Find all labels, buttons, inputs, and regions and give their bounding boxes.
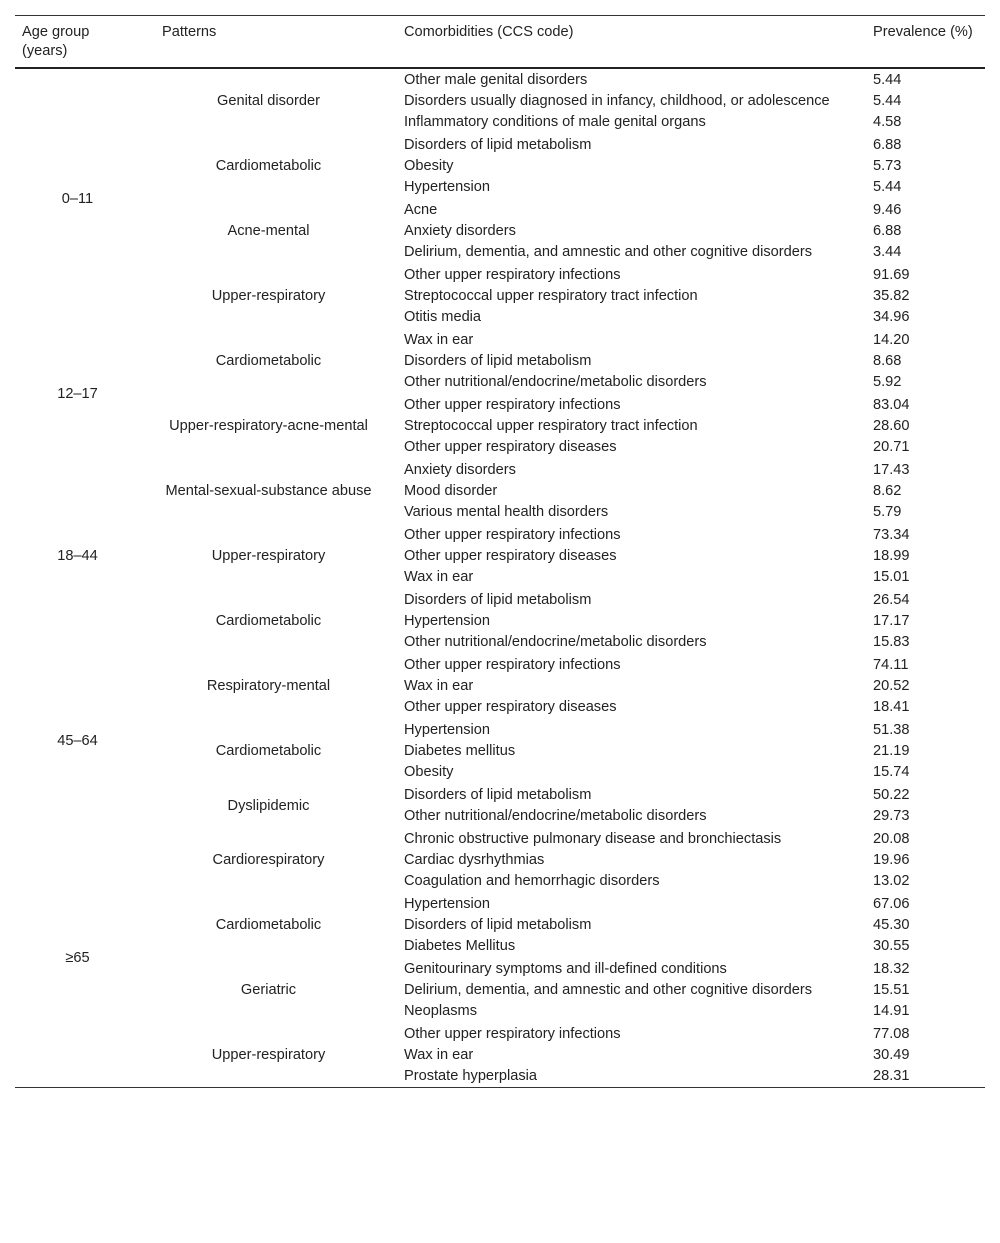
prevalence-cell: 67.06 (873, 896, 910, 912)
prevalence-cell: 8.62 (873, 483, 902, 499)
comorbidity-cell: Wax in ear (404, 1047, 474, 1063)
prevalence-cell: 5.73 (873, 158, 902, 174)
prevalence-cell: 14.91 (873, 1003, 910, 1019)
prevalence-cell: 77.08 (873, 1026, 910, 1042)
comorbidity-cell: Otitis media (404, 309, 482, 325)
prevalence-cell: 28.31 (873, 1068, 910, 1084)
comorbidity-cell: Wax in ear (404, 678, 474, 694)
prevalence-cell: 21.19 (873, 743, 910, 759)
prevalence-cell: 15.83 (873, 634, 910, 650)
comorbidity-cell: Wax in ear (404, 569, 474, 585)
header-comorbidities: Comorbidities (CCS code) (395, 16, 866, 69)
prevalence-cell: 20.71 (873, 439, 910, 455)
comorbidity-cell: Other nutritional/endocrine/metabolic disorders (404, 634, 707, 650)
pattern-cell: Upper-respiratory-acne-mental (169, 418, 368, 434)
comorbidity-cell: Anxiety disorders (404, 223, 516, 239)
table-row (15, 133, 985, 156)
table-row (15, 458, 985, 481)
comorbidity-cell: Disorders of lipid metabolism (404, 917, 592, 933)
pattern-cell: Geriatric (240, 982, 297, 998)
comorbidity-cell: Coagulation and hemorrhagic disorders (404, 873, 660, 889)
prevalence-cell: 29.73 (873, 808, 910, 824)
comorbidity-cell: Other upper respiratory diseases (404, 548, 617, 564)
comorbidity-cell: Other upper respiratory infections (404, 397, 621, 413)
comorbidity-cell: Other upper respiratory diseases (404, 439, 617, 455)
comorbidity-cell: Disorders of lipid metabolism (404, 137, 592, 153)
pattern-cell: Cardiorespiratory (212, 852, 325, 868)
prevalence-cell: 74.11 (873, 657, 909, 673)
prevalence-cell: 5.44 (873, 179, 902, 195)
comorbidity-cell: Delirium, dementia, and amnestic and other cognitive disorders (404, 982, 813, 998)
header-age-group: Age group (years) (15, 16, 140, 69)
comorbidity-patterns-table (15, 15, 985, 1088)
comorbidity-cell: Inflammatory conditions of male genital organs (404, 114, 706, 130)
prevalence-cell: 5.44 (873, 72, 902, 88)
prevalence-cell: 8.68 (873, 353, 902, 369)
table-row (15, 718, 985, 741)
prevalence-cell: 50.22 (873, 787, 910, 803)
pattern-cell: Cardiometabolic (215, 613, 322, 629)
table-row (15, 198, 985, 221)
pattern-cell: Respiratory-mental (206, 678, 331, 694)
comorbidity-cell: Other nutritional/endocrine/metabolic disorders (404, 808, 707, 824)
prevalence-cell: 30.55 (873, 938, 910, 954)
pattern-cell: Genital disorder (216, 93, 321, 109)
comorbidity-cell: Obesity (404, 158, 454, 174)
prevalence-cell: 26.54 (873, 592, 910, 608)
comorbidity-cell: Prostate hyperplasia (404, 1068, 538, 1084)
comorbidity-cell: Disorders of lipid metabolism (404, 592, 592, 608)
age-group-cell: 0–11 (61, 190, 94, 207)
table-row (15, 827, 985, 850)
comorbidity-cell: Obesity (404, 764, 454, 780)
prevalence-cell: 15.74 (873, 764, 910, 780)
pattern-cell: Dyslipidemic (227, 797, 310, 814)
comorbidity-cell: Hypertension (404, 896, 490, 912)
pattern-cell: Upper-respiratory (211, 548, 326, 564)
prevalence-cell: 20.52 (873, 678, 910, 694)
comorbidity-cell: Diabetes mellitus (404, 743, 516, 759)
comorbidity-cell: Anxiety disorders (404, 462, 516, 478)
prevalence-cell: 19.96 (873, 852, 910, 868)
comorbidity-cell: Other male genital disorders (404, 72, 588, 88)
prevalence-cell: 18.32 (873, 961, 910, 977)
comorbidity-cell: Other upper respiratory infections (404, 1026, 621, 1042)
prevalence-cell: 3.44 (873, 244, 902, 260)
comorbidity-cell: Hypertension (404, 613, 490, 629)
comorbidity-cell: Neoplasms (404, 1003, 477, 1019)
table-row (15, 957, 985, 980)
table-row (15, 783, 985, 806)
prevalence-cell: 91.69 (873, 267, 910, 283)
pattern-cell: Acne-mental (227, 223, 310, 239)
comorbidity-cell: Various mental health disorders (404, 504, 609, 520)
prevalence-cell: 15.01 (873, 569, 910, 585)
pattern-cell: Mental-sexual-substance abuse (165, 483, 372, 499)
age-group-cell: ≥65 (65, 949, 90, 966)
prevalence-cell: 28.60 (873, 418, 910, 434)
prevalence-cell: 5.79 (873, 504, 902, 520)
table-row (15, 393, 985, 416)
prevalence-cell: 83.04 (873, 397, 910, 413)
table-row (15, 328, 985, 351)
age-group-cell: 12–17 (57, 385, 98, 402)
prevalence-cell: 17.17 (873, 613, 910, 629)
comorbidity-cell: Genitourinary symptoms and ill-defined conditions (404, 961, 727, 977)
prevalence-cell: 30.49 (873, 1047, 910, 1063)
pattern-cell: Cardiometabolic (215, 353, 322, 369)
comorbidity-cell: Streptococcal upper respiratory tract infection (404, 418, 698, 434)
comorbidity-cell: Disorders of lipid metabolism (404, 787, 592, 803)
comorbidity-cell: Wax in ear (404, 332, 474, 348)
prevalence-cell: 73.34 (873, 527, 910, 543)
comorbidity-cell: Other upper respiratory infections (404, 527, 621, 543)
comorbidity-cell: Other upper respiratory infections (404, 267, 621, 283)
comorbidity-cell: Delirium, dementia, and amnestic and other cognitive disorders (404, 244, 813, 260)
prevalence-cell: 18.41 (873, 699, 910, 715)
prevalence-cell: 45.30 (873, 917, 910, 933)
prevalence-cell: 20.08 (873, 831, 910, 847)
prevalence-cell: 51.38 (873, 722, 910, 738)
age-group-cell: 45–64 (57, 732, 98, 749)
comorbidity-cell: Cardiac dysrhythmias (404, 852, 545, 868)
comorbidity-cell: Hypertension (404, 179, 490, 195)
prevalence-cell: 5.44 (873, 93, 902, 109)
prevalence-cell: 15.51 (873, 982, 910, 998)
comorbidity-cell: Streptococcal upper respiratory tract infection (404, 288, 698, 304)
comorbidity-cell: Disorders of lipid metabolism (404, 353, 592, 369)
comorbidity-cell: Diabetes Mellitus (404, 938, 516, 954)
prevalence-cell: 6.88 (873, 137, 902, 153)
comorbidity-cell: Acne (404, 202, 438, 218)
prevalence-cell: 9.46 (873, 202, 902, 218)
pattern-cell: Cardiometabolic (215, 158, 322, 174)
table-row (15, 653, 985, 676)
comorbidity-cell: Other nutritional/endocrine/metabolic disorders (404, 374, 707, 390)
header-prevalence: Prevalence (%) (866, 16, 985, 69)
table-row (15, 892, 985, 915)
comorbidity-cell: Mood disorder (404, 483, 498, 499)
comorbidity-cell: Chronic obstructive pulmonary disease and bronchiectasis (404, 831, 782, 847)
prevalence-cell: 13.02 (873, 873, 910, 889)
pattern-cell: Cardiometabolic (215, 917, 322, 933)
table-row (15, 1022, 985, 1045)
prevalence-cell: 34.96 (873, 309, 910, 325)
age-group-cell: 18–44 (57, 548, 98, 564)
pattern-cell: Upper-respiratory (211, 288, 326, 304)
table-row (15, 263, 985, 286)
table-row (15, 523, 985, 546)
table-header-row (15, 16, 985, 69)
comorbidity-cell: Other upper respiratory infections (404, 657, 621, 673)
prevalence-cell: 14.20 (873, 332, 910, 348)
table-row (15, 588, 985, 611)
pattern-cell: Cardiometabolic (215, 743, 322, 759)
header-patterns: Patterns (140, 16, 395, 69)
table-row (15, 68, 985, 91)
prevalence-cell: 35.82 (873, 288, 910, 304)
prevalence-cell: 18.99 (873, 548, 910, 564)
comorbidity-cell: Hypertension (404, 722, 490, 738)
prevalence-cell: 6.88 (873, 223, 902, 239)
prevalence-cell: 5.92 (873, 374, 902, 390)
comorbidity-cell: Disorders usually diagnosed in infancy, childhood, or adolescence (404, 93, 830, 109)
prevalence-cell: 17.43 (873, 462, 910, 478)
prevalence-cell: 4.58 (873, 114, 902, 130)
comorbidity-cell: Other upper respiratory diseases (404, 699, 617, 715)
pattern-cell: Upper-respiratory (211, 1047, 326, 1063)
